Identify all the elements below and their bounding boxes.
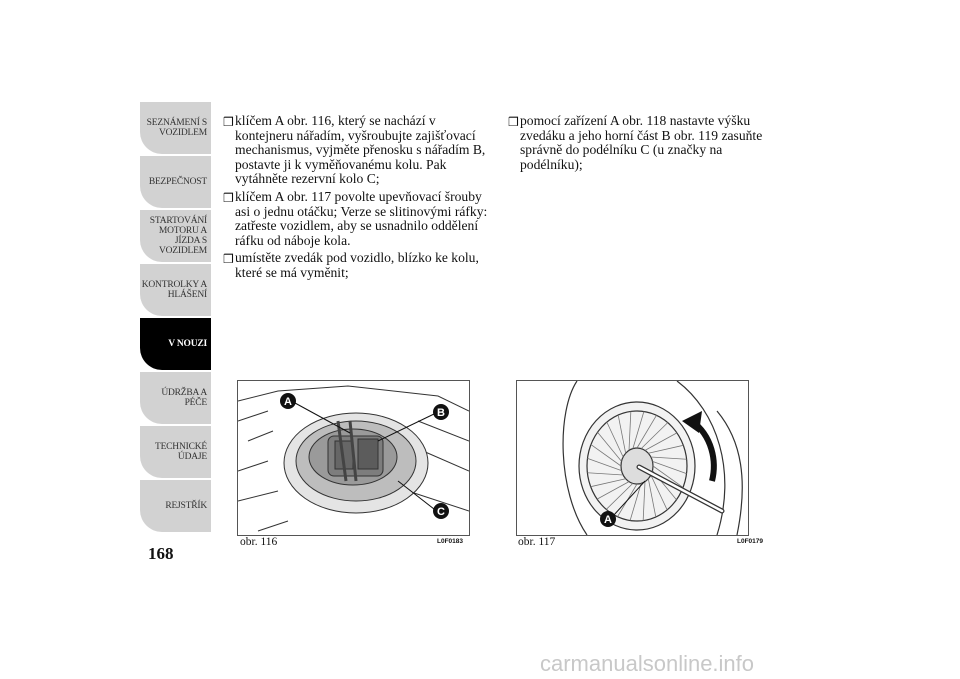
tab-bezpecnost[interactable] [140, 156, 211, 208]
checkbox-bullet-icon: ❒ [223, 252, 234, 267]
tab-v-nouzi[interactable] [140, 318, 211, 370]
page-number: 168 [148, 544, 174, 563]
checkbox-bullet-icon: ❒ [223, 115, 234, 129]
chapter-tabs [140, 102, 211, 534]
tab-technicke-udaje[interactable] [140, 426, 211, 478]
tab-label: KONTROLKY A HLÁŠENÍ [141, 280, 207, 300]
tab-label: V NOUZI [168, 339, 207, 349]
figure-caption: obr. 116 [240, 536, 278, 548]
list-item [223, 114, 491, 187]
list-item [223, 251, 491, 280]
list-item-text: klíčem A obr. 117 povolte upevňovací šrouby asi o jednu otáčku; Verze se slitinovými ráfky: zatřeste vozidlem, aby se usnadnilo oddělení ráfku od náboje kola. [235, 188, 488, 248]
checkbox-bullet-icon: ❒ [508, 115, 519, 129]
checkbox-bullet-icon: ❒ [223, 190, 234, 205]
text-column-right [508, 114, 778, 175]
figure-caption: obr. 117 [518, 536, 556, 548]
tab-label: STARTOVÁNÍ MOTORU A JÍZDA S VOZIDLEM [149, 216, 207, 256]
tab-rejstrik[interactable] [140, 480, 211, 532]
tab-label: BEZPEČNOST [148, 177, 207, 187]
figure-code: L0F0179 [737, 538, 764, 545]
tab-kontrolky[interactable] [140, 264, 211, 316]
callout-c-label: C [437, 506, 445, 518]
tab-label: SEZNÁMENÍ S VOZIDLEM [146, 118, 207, 138]
list-item [223, 190, 491, 248]
callout-a-label: A [604, 514, 612, 526]
tab-seznameni[interactable] [140, 102, 211, 154]
watermark: carmanualsonline.info [540, 651, 755, 676]
spare-wheel-illustration [238, 381, 469, 535]
tab-startovani[interactable] [140, 210, 211, 262]
list-item [508, 114, 778, 172]
text-column-left [223, 114, 491, 284]
list-item-text: umístěte zvedák pod vozidlo, blízko ke kolu, které se má vyměnit; [235, 250, 479, 280]
callout-a-label: A [284, 396, 292, 408]
figure-code: L0F0183 [437, 538, 464, 545]
figure-spare-wheel [237, 380, 470, 536]
figure-wheel-bolts [516, 380, 749, 536]
tab-udrzba[interactable] [140, 372, 211, 424]
list-item-text: pomocí zařízení A obr. 118 nastavte výšku zvedáku a jeho horní část B obr. 119 zasuňte správně do podélníku C (u značky na podélníku); [520, 113, 763, 172]
list-item-text: klíčem A obr. 116, který se nachází v kontejneru nářadím, vyšroubujte zajišťovací mechanismus, vyjměte přenosku s nářadím B, postavte ji k vyměňovanému kolu. Pak vytáhněte rezervní kolo C; [235, 113, 486, 187]
callout-b-label: B [437, 407, 445, 419]
tab-label: TECHNICKÉ ÚDAJE [154, 442, 207, 462]
wheel-wrench-illustration [517, 381, 748, 535]
tab-label: ÚDRŽBA A PÉČE [161, 388, 207, 408]
tab-label: REJSTŘÍK [165, 501, 207, 511]
